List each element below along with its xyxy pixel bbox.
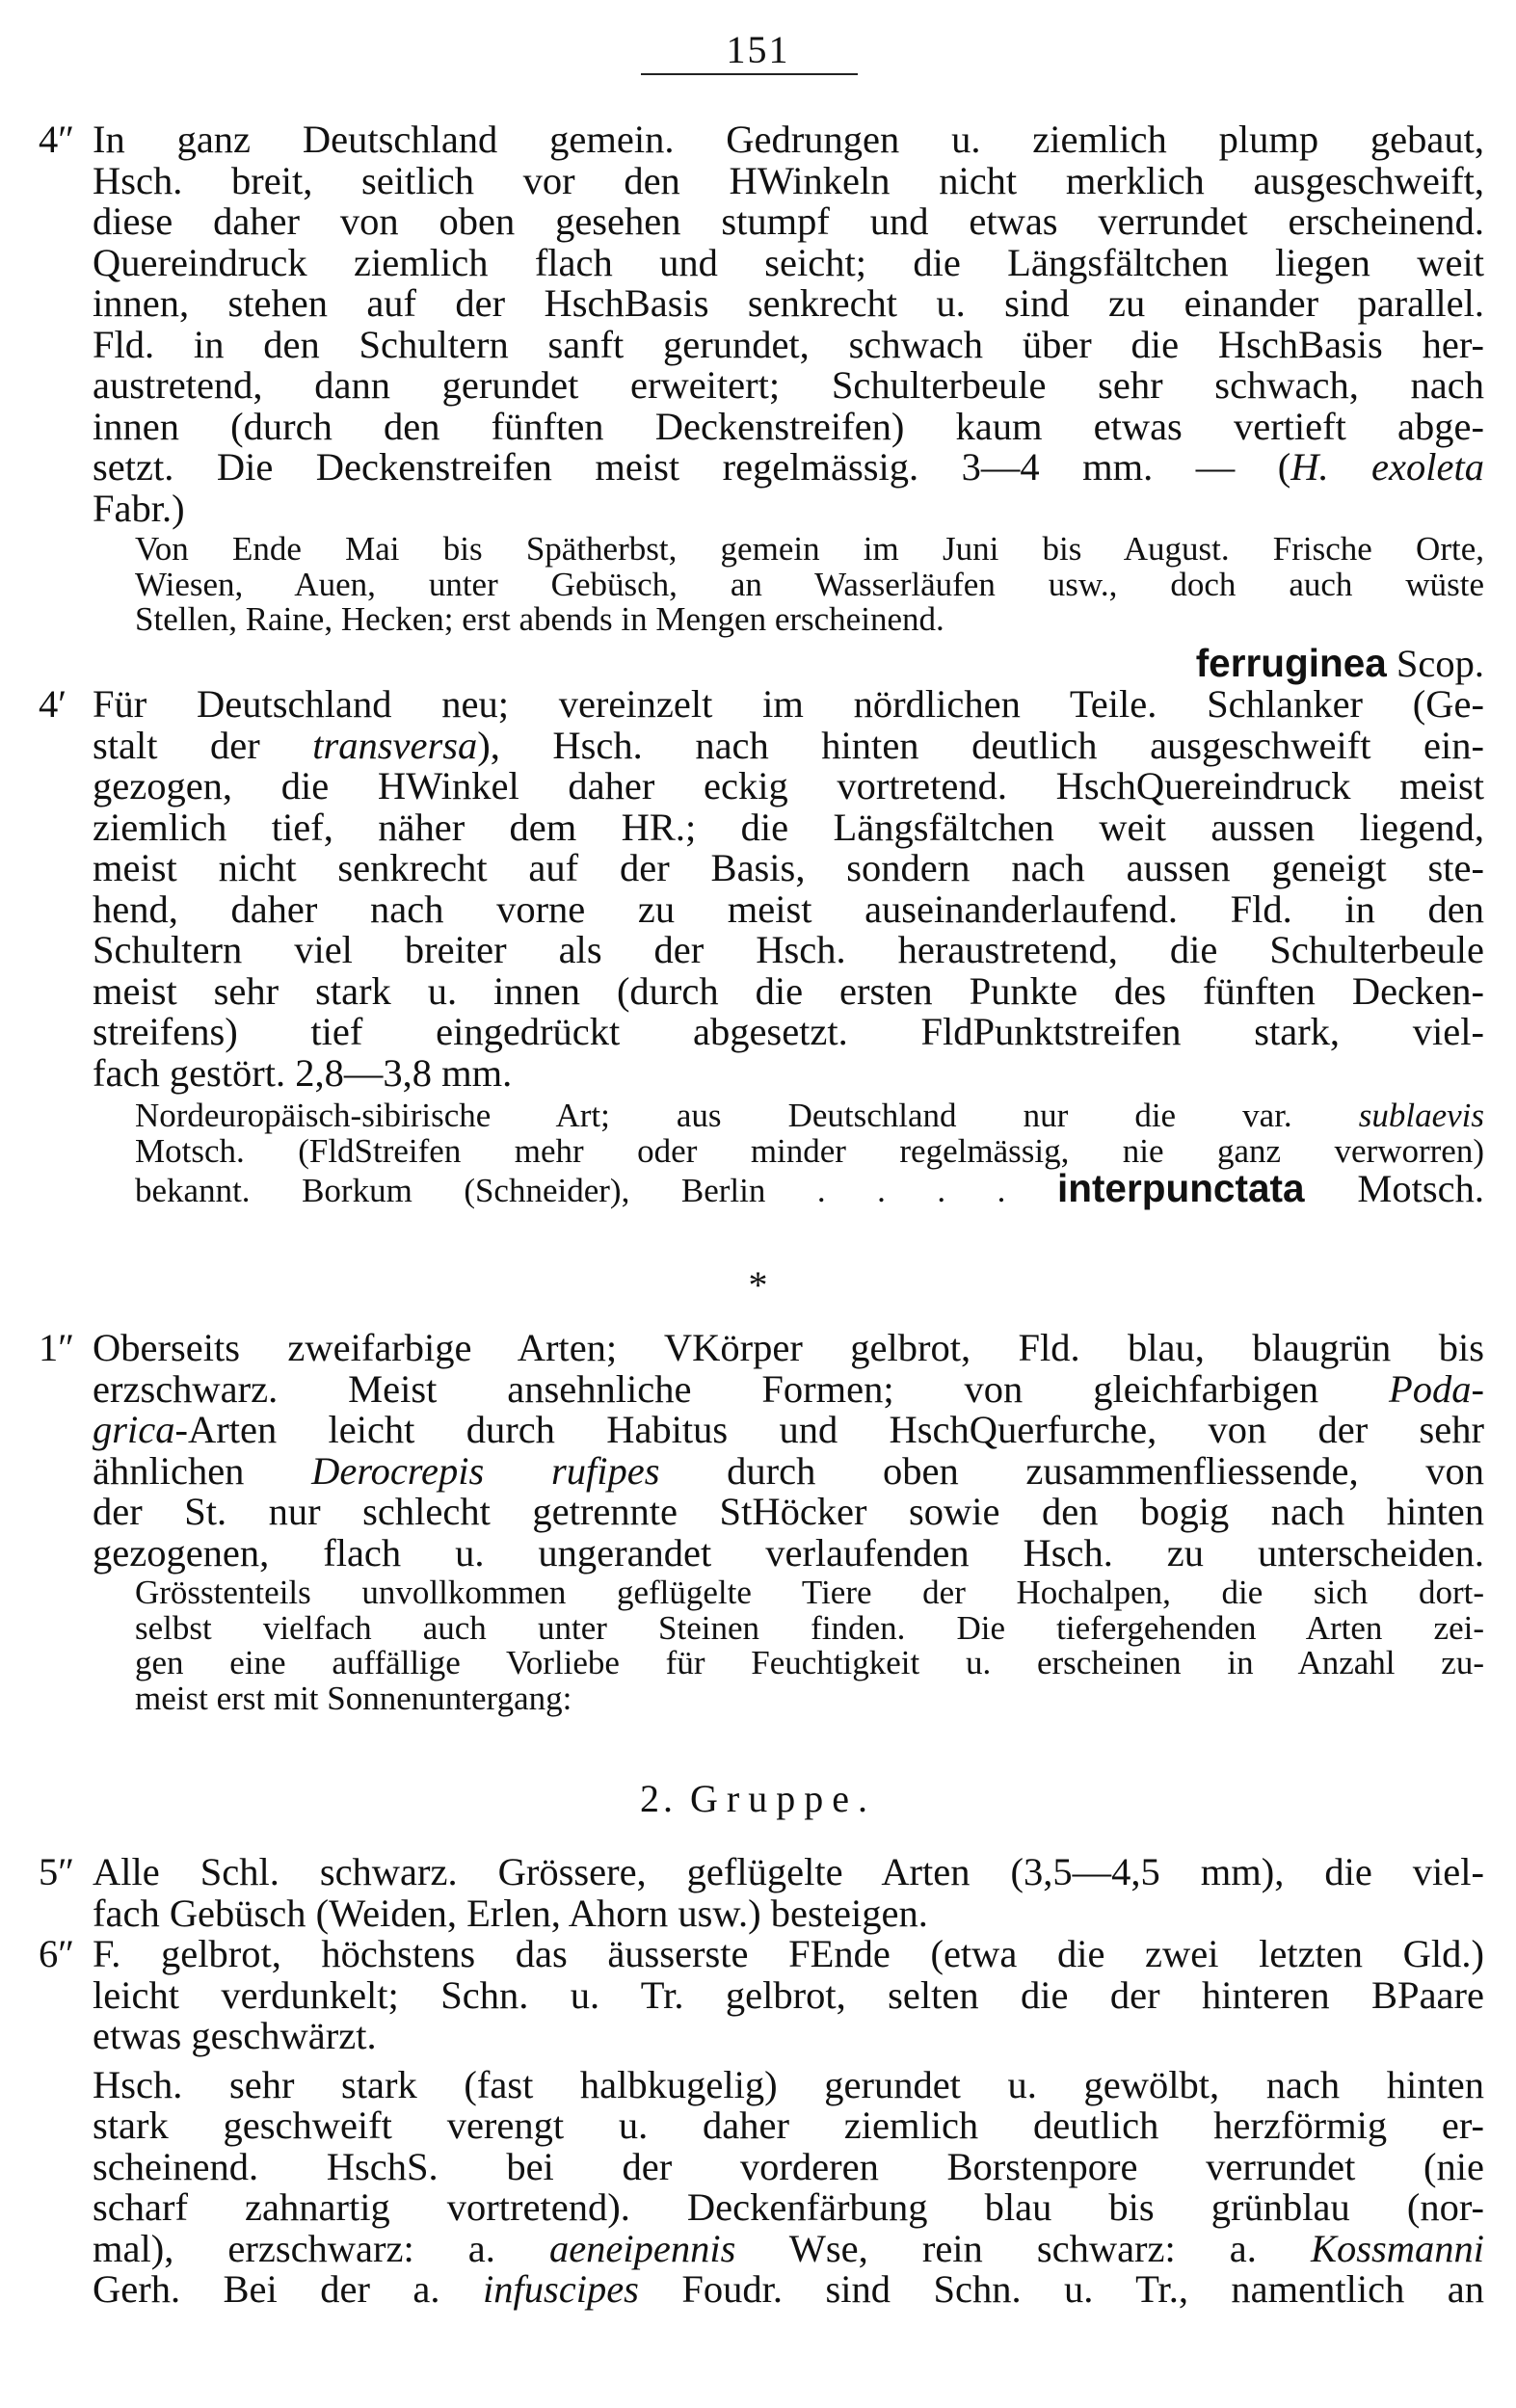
group-heading: 2. Gruppe. <box>640 1777 876 1820</box>
text-line: scharf zahnartig vortretend). Deckenfärbung blau bis grünblau (nor- <box>93 2185 1484 2229</box>
note-line: Motsch. (FldStreifen mehr oder minder regelmässig, nie ganz verworren) <box>135 1131 1484 1170</box>
text-line: meist nicht senkrecht auf der Basis, sondern nach aussen geneigt ste- <box>93 846 1484 889</box>
text-line: fach gestört. 2,8—3,8 mm. <box>93 1050 513 1095</box>
text-line: Hsch. sehr stark (fast halbkugelig) gerundet u. gewölbt, nach hinten <box>93 2062 1484 2106</box>
text-line: innen, stehen auf der HschBasis senkrecht u. sind zu einander parallel. <box>93 281 1484 325</box>
leader-dots: . . . . <box>765 1172 1057 1209</box>
text-line: der St. nur schlecht getrennte StHöcker sowie den bogig nach hinten <box>93 1490 1484 1533</box>
text-line: F. gelbrot, höchstens das äusserste FEnde (etwa die zwei letzten Gld.) <box>93 1932 1484 1975</box>
text-line: innen (durch den fünften Deckenstreifen) kaum etwas vertieft abge- <box>93 404 1484 448</box>
note-line: meist erst mit Sonnenuntergang: <box>135 1679 572 1717</box>
text-line: Fabr.) <box>93 486 185 530</box>
text-line: Schultern viel breiter als der Hsch. heraustretend, die Schulterbeule <box>93 928 1484 971</box>
text-line: Gerh. Bei der a. infuscipes Foudr. sind Schn. u. Tr., namentlich an <box>93 2267 1485 2311</box>
species-author: Scop. <box>1386 642 1484 685</box>
couplet-1 <box>39 1328 1484 1574</box>
text-line: Fld. in den Schultern sanft gerundet, schwach über die HschBasis her- <box>93 322 1484 366</box>
text-line: scheinend. HschS. bei der vorderen Borstenpore verrundet (nie <box>93 2144 1484 2188</box>
text-line: diese daher von oben gesehen stumpf und etwas verrundet erscheinend. <box>93 199 1484 243</box>
note-line: gen eine auffällige Vorliebe für Feuchtigkeit u. erscheinen in Anzahl zu- <box>135 1644 1484 1681</box>
header-rule <box>641 73 858 75</box>
couplet-4b <box>39 684 1484 1094</box>
couplet-marker: 1″ <box>39 1326 75 1369</box>
text-line: meist sehr stark u. innen (durch die ersten Punkte des fünften Decken- <box>93 968 1484 1013</box>
couplet-marker: 4″ <box>39 118 75 161</box>
text-line: stark geschweift verengt u. daher ziemlich deutlich herzförmig er- <box>93 2104 1484 2147</box>
note-line: Von Ende Mai bis Spätherbst, gemein im Juni bis August. Frische Orte, <box>135 530 1484 568</box>
text-line: setzt. Die Deckenstreifen meist regelmässig. 3—4 mm. — (H. exoleta <box>93 445 1484 489</box>
text-line: Quereindruck ziemlich flach und seicht; die Längsfältchen liegen weit <box>93 240 1484 284</box>
text-line: Alle Schl. schwarz. Grössere, geflügelte Arten (3,5—4,5 mm), die viel- <box>93 1850 1484 1893</box>
couplet-marker: 6″ <box>39 1932 75 1975</box>
note-line: Grösstenteils unvollkommen geflügelte Tiere der Hochalpen, die sich dort- <box>135 1574 1484 1611</box>
text-line: Für Deutschland neu; vereinzelt im nördlichen Teile. Schlanker (Ge- <box>93 682 1484 726</box>
species-name: ferruginea <box>1195 641 1387 685</box>
note-4a <box>39 532 1484 638</box>
text-line: erzschwarz. Meist ansehnliche Formen; von gleichfarbigen Poda- <box>93 1366 1484 1411</box>
text-line: gezogenen, flach u. ungerandet verlaufenden Hsch. zu unterscheiden. <box>93 1530 1484 1574</box>
text-line: grica-Arten leicht durch Habitus und HschQuerfurche, von der sehr <box>93 1408 1484 1451</box>
note-1 <box>39 1575 1484 1716</box>
text-line: etwas geschwärzt. <box>93 2014 377 2057</box>
text-line: leicht verdunkelt; Schn. u. Tr. gelbrot, selten die der hinteren BPaare <box>93 1972 1484 2017</box>
text-line: Hsch. breit, seitlich vor den HWinkeln nicht merklich ausgeschweift, <box>93 158 1484 202</box>
text-line: streifens) tief eingedrückt abgesetzt. FldPunktstreifen stark, viel- <box>93 1010 1484 1053</box>
note-line: Stellen, Raine, Hecken; erst abends in Mengen erscheinend. <box>135 600 944 638</box>
text-line: austretend, dann gerundet erweitert; Schulterbeule sehr schwach, nach <box>93 363 1484 407</box>
note-line: selbst vielfach auch unter Steinen finden. Die tiefergehenden Arten zei- <box>135 1608 1484 1647</box>
couplet-marker: 4′ <box>39 682 67 726</box>
text-line: gezogen, die HWinkel daher eckig vortretend. HschQuereindruck meist <box>93 764 1484 807</box>
text-line: mal), erzschwarz: a. aeneipennis Wse, rein schwarz: a. Kossmanni <box>93 2226 1484 2270</box>
text-line: ziemlich tief, näher dem HR.; die Längsfältchen weit aussen liegend, <box>93 805 1484 849</box>
species-author: Motsch. <box>1304 1167 1485 1210</box>
species-line-4a <box>39 643 1484 684</box>
section-separator: * <box>748 1263 768 1307</box>
species-name: interpunctata <box>1056 1166 1305 1210</box>
species-line-4b <box>39 1166 1485 1211</box>
note-line: Wiesen, Auen, unter Gebüsch, an Wasserläufen usw., doch auch wüste <box>135 565 1484 603</box>
text-line: In ganz Deutschland gemein. Gedrungen u. ziemlich plump gebaut, <box>93 118 1484 161</box>
couplet-6 <box>39 1934 1484 2311</box>
couplet-5 <box>39 1852 1484 1934</box>
text-line: stalt der transversa), Hsch. nach hinten deutlich ausgeschweift ein- <box>93 723 1484 767</box>
page-number: 151 <box>726 28 790 71</box>
text-line: fach Gebüsch (Weiden, Erlen, Ahorn usw.) besteigen. <box>93 1891 928 1935</box>
note-line: bekannt. Borkum (Schneider), Berlin <box>135 1172 766 1209</box>
text-line: Oberseits zweifarbige Arten; VKörper gelbrot, Fld. blau, blaugrün bis <box>93 1326 1484 1369</box>
text-line: hend, daher nach vorne zu meist auseinanderlaufend. Fld. in den <box>93 886 1484 931</box>
note-line: Nordeuropäisch-sibirische Art; aus Deutschland nur die var. sublaevis <box>135 1097 1484 1134</box>
couplet-4a <box>39 119 1484 529</box>
note-4b <box>39 1098 1484 1169</box>
text-line: ähnlichen Derocrepis rufipes durch oben zusammenfliessende, von <box>93 1448 1484 1493</box>
couplet-marker: 5″ <box>39 1850 75 1893</box>
